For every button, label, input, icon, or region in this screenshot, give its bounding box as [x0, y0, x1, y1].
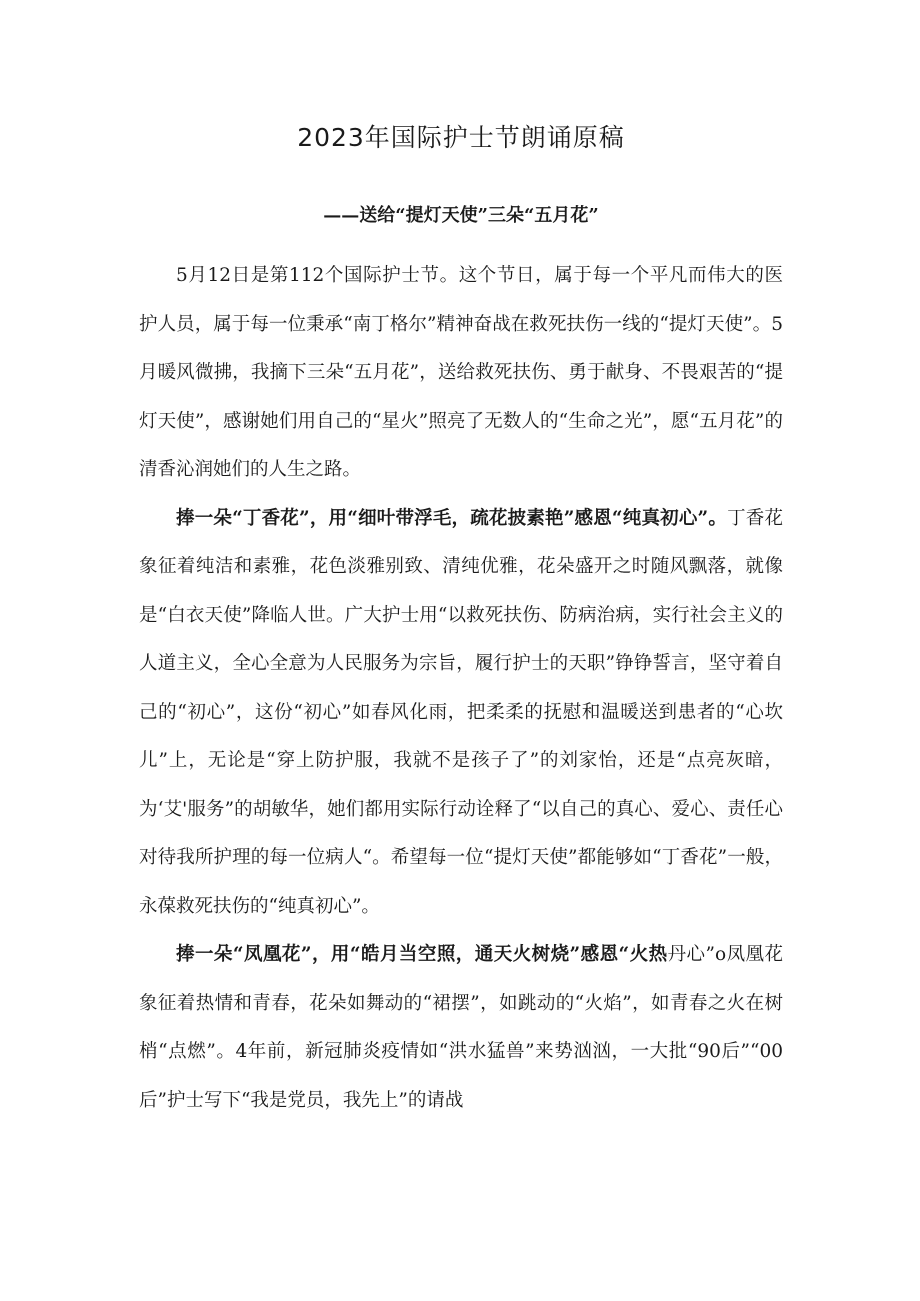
paragraph-lilac-lead: 捧一朵“丁香花”，用“细叶带浮毛，疏花披素艳”感恩“纯真初心”。 [176, 507, 728, 529]
paragraph-phoenix-lead: 捧一朵“凤凰花”，用“皓月当空照，通天火树烧”感恩“火热 [176, 944, 668, 965]
document-body [139, 252, 783, 1125]
paragraph-intro-text: 5月12日是第112个国际护士节。这个节日，属于每一个平凡而伟大的医护人员，属于每一位秉承“南丁格尔”精神奋战在救死扶伤一线的“提灯天使”。5月暖风微拂，我摘下三朵“五月花”，送给救死扶伤、勇于献身、不畏艰苦的“提灯天使”，感谢她们用自己的“星火”照亮了无数人的“生命之光”，愿“五月花”的清香沁润她们的人生之路。 [139, 265, 783, 480]
document-title: 2023年国际护士节朗诵原稿 [297, 123, 625, 152]
paragraph-phoenix [139, 931, 783, 1125]
paragraph-intro [139, 252, 783, 495]
paragraph-phoenix-text: 丹心”o凤凰花象征着热情和青春，花朵如舞动的“裙摆”，如跳动的“火焰”，如青春之火在树梢“点燃”。4年前，新冠肺炎疫情如“洪水猛兽”来势汹汹，一大批“90后”“00后”护士写下“我是党员，我先上”的请战 [139, 944, 783, 1111]
paragraph-lilac-text: 丁香花象征着纯洁和素雅，花色淡雅别致、清纯优雅，花朵盛开之时随风飘落，就像是“白衣天使”降临人世。广大护士用“以救死扶伤、防病治病，实行社会主义的人道主义，全心全意为人民服务为宗旨，履行护士的天职”铮铮誓言，坚守着自己的“初心”，这份“初心”如春风化雨，把柔柔的抚慰和温暖送到患者的“心坎儿”上，无论是“穿上防护服，我就不是孩子了”的刘家怡，还是“点亮灰暗，为‘艾'服务”的胡敏华，她们都用实际行动诠释了“以自己的真心、爱心、责任心对待我所护理的每一位病人“。希望每一位“提灯天使”都能够如“丁香花”一般，永葆救死扶伤的“纯真初心”。 [139, 507, 783, 917]
document-subtitle: ——送给“提灯天使”三朵“五月花” [323, 205, 599, 226]
paragraph-lilac [139, 495, 783, 932]
